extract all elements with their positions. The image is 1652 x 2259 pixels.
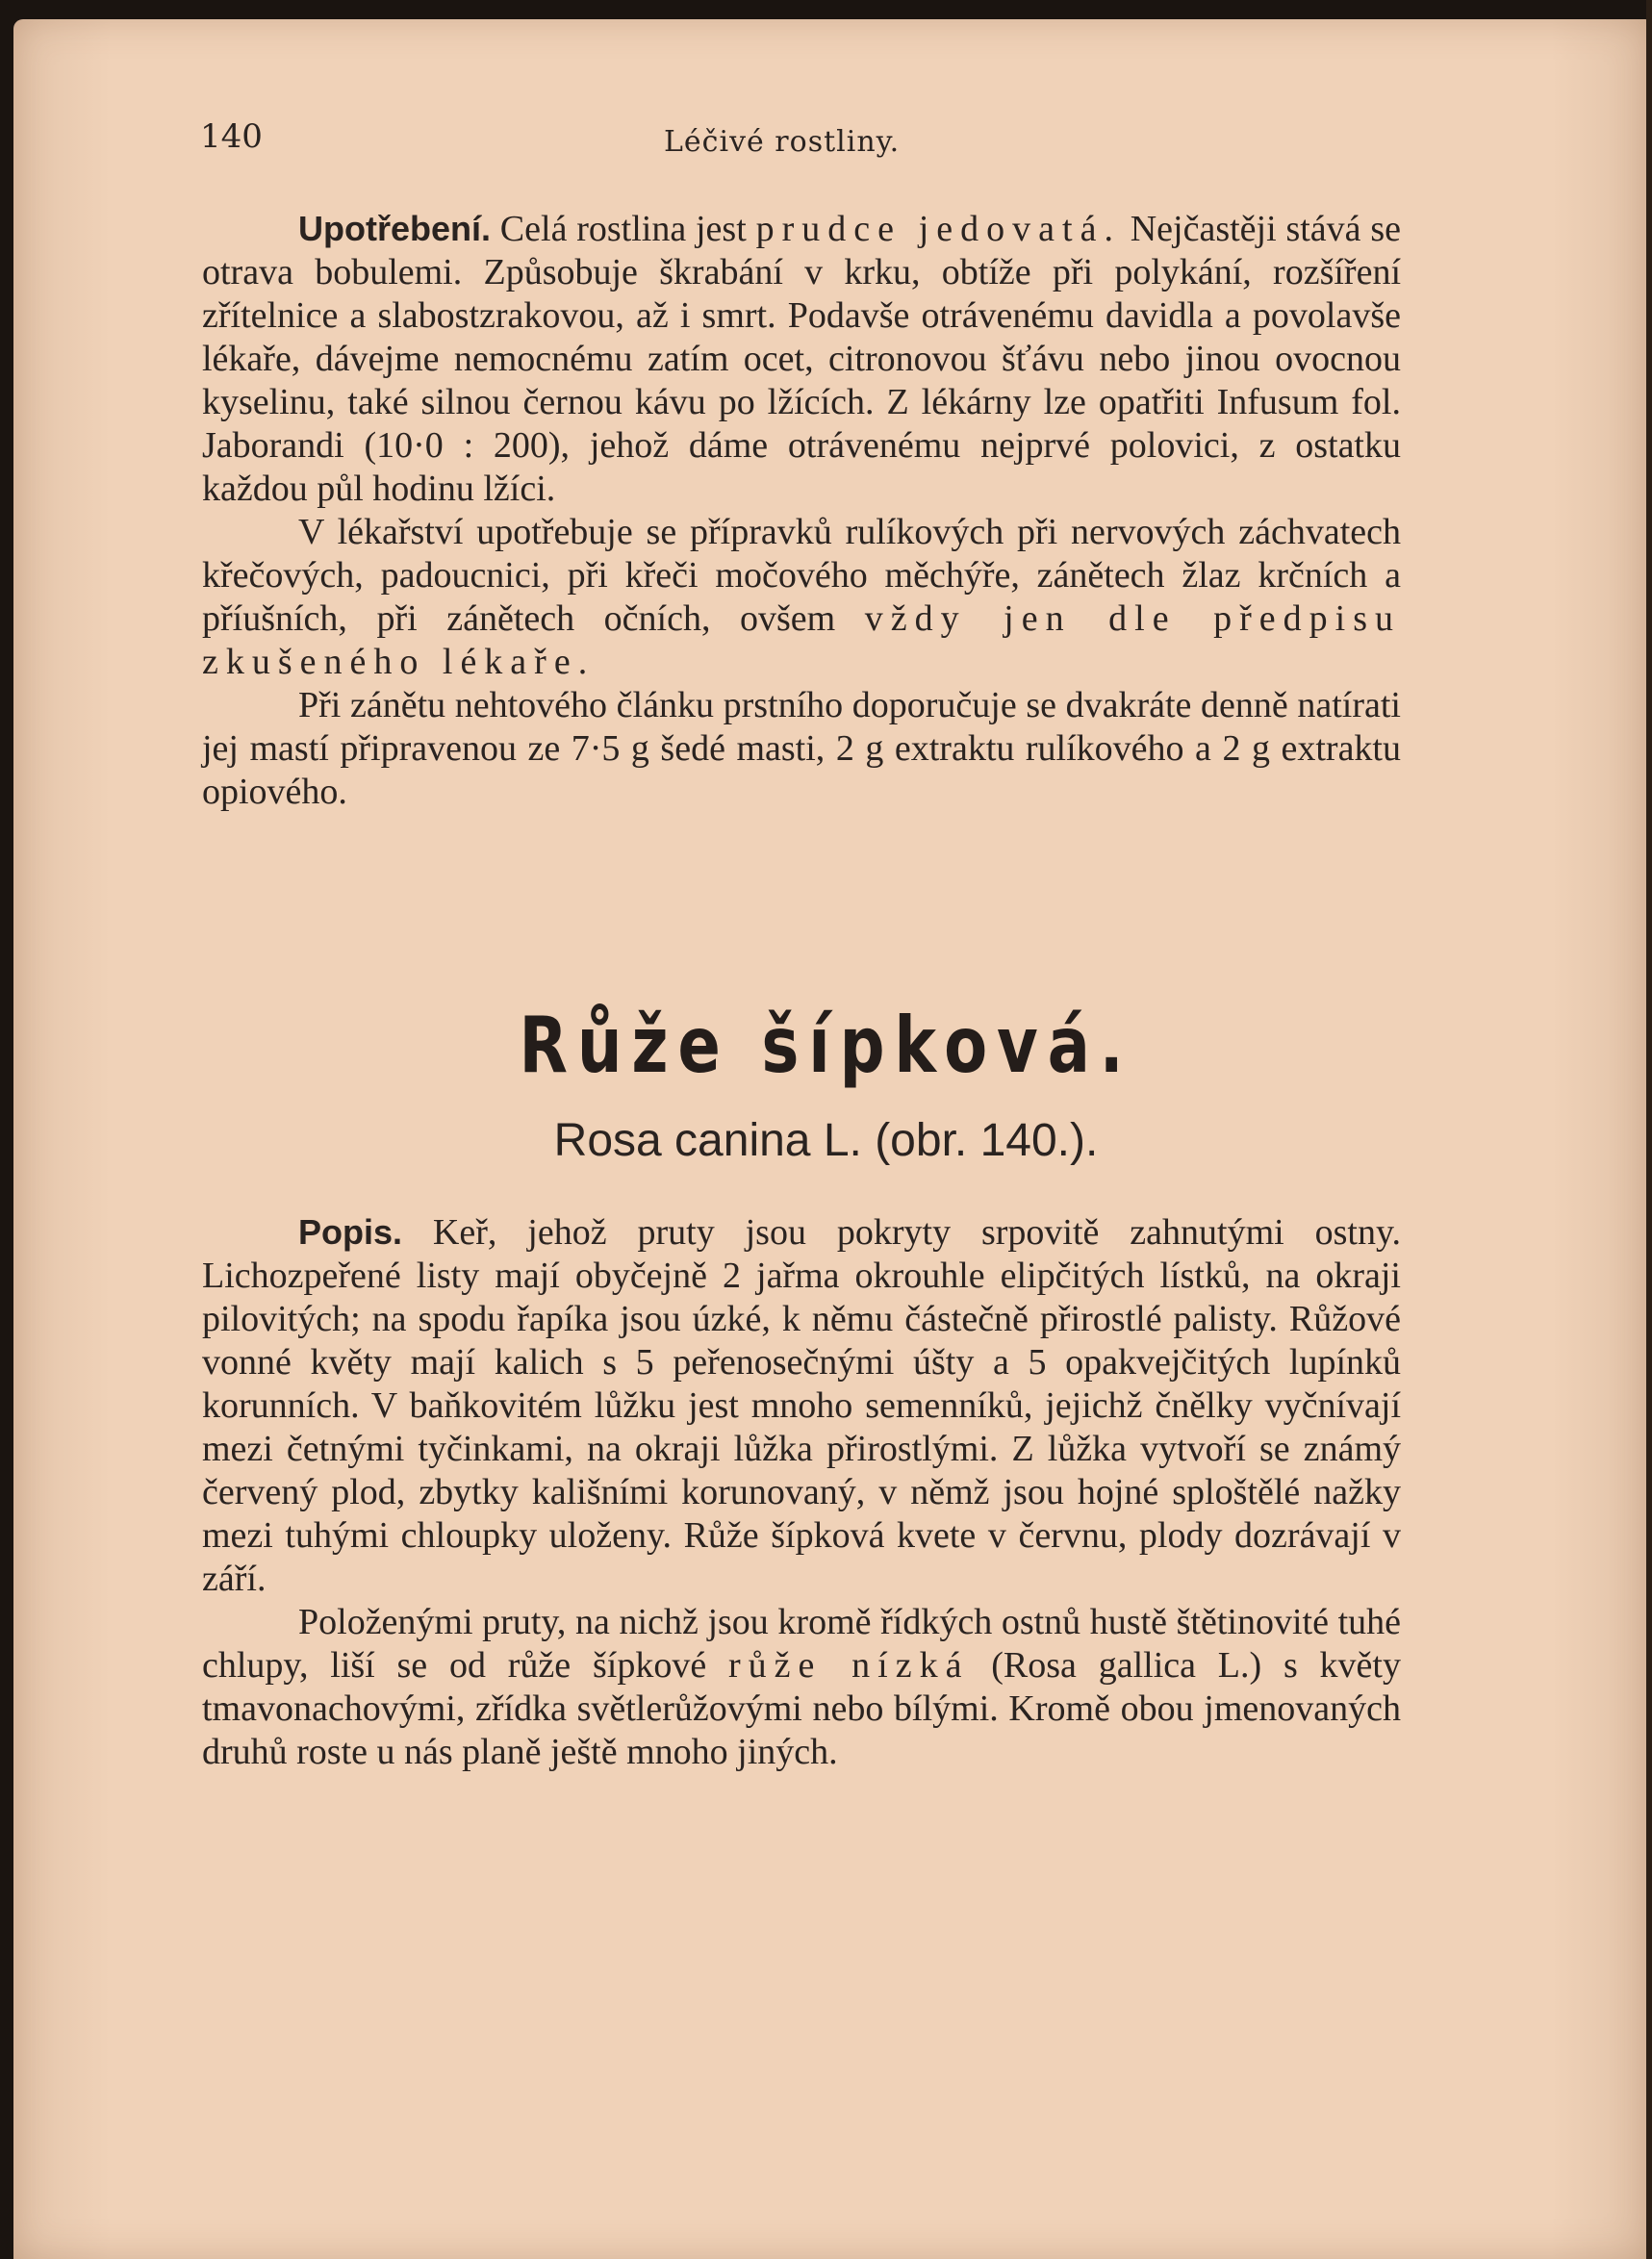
- description-paragraph-2: [202, 1601, 1401, 1774]
- usage-text-a: Celá rostlina jest: [491, 209, 756, 249]
- usage-text-b: Nejčastěji stává se otrava bobulemi. Způsobuje škrabání v krku, obtíže při polykání, rozšíření zřítelnice a slabostzrakovou, až i smrt. Podavše otrávenému davidla a povolavše lékaře, dávejme nemocnému zatím ocet, citronovou šťávu nebo jinou ovocnou kyselinu, také silnou černou kávu po lžících. Z lékárny lze opatřiti Infusum fol. Jaborandi (10·0 : 200), jehož dáme otrávenému nejprvé polovici, z ostatku každou půl hodinu lžíci.: [202, 209, 1401, 509]
- page-number: 140: [200, 117, 263, 156]
- description2-text-b: (Rosa gallica L.) s květy tmavonachovými, zřídka světlerůžovými nebo bílými. Kromě obou jmenovaných druhů roste u nás planě ještě mnoho jiných.: [202, 1645, 1401, 1772]
- article-subtitle: Rosa canina L. (obr. 140.).: [553, 1115, 1099, 1166]
- usage2-emphasis: vždy jen dle předpisu zkušeného lékaře.: [202, 598, 1401, 682]
- usage-paragraph-3: Při zánětu nehtového článku prstního doporučuje se dvakráte denně natírati jej mastí připravenou ze 7·5 g šedé masti, 2 g extraktu rulíkového a 2 g extraktu opiového.: [202, 685, 1401, 812]
- description-lead: Popis.: [298, 1212, 403, 1252]
- running-title: Léčivé rostliny.: [664, 125, 901, 159]
- description2-text-a: Položenými pruty, na nichž jsou kromě řídkých ostnů hustě štětinovité tuhé chlupy, liší se od růže šípkové: [202, 1602, 1401, 1686]
- usage-lead: Upotřebení.: [298, 209, 492, 248]
- description-paragraph-1: [202, 1210, 1401, 1601]
- description-section: [202, 1210, 1401, 1774]
- usage-paragraph-2: [202, 511, 1401, 684]
- description-text: Keř, jehož pruty jsou pokryty srpovitě zahnutými ostny. Lichozpeřené listy mají obyčejně 2 jařma okrouhle elipčitých lístků, na okraji pilovitých; na spodu řapíka jsou úzké, k němu částečně přirostlé palisty. Růžové vonné květy mají kalich s 5 peřenosečnými úšty a 5 opakvejčitých lupínků korunních. V baňkovitém lůžku jest mnoho semenníků, jejichž čnělky vyčnívají mezi četnými tyčinkami, na okraji lůžka přirostlými. Z lůžka vytvoří se známý červený plod, zbytky kališními korunovaný, v němž jsou hojné sploštělé nažky mezi tuhými chloupky uloženy. Růže šípková kvete v červnu, plody dozrávají v září.: [202, 1212, 1401, 1599]
- usage-section: [202, 207, 1401, 814]
- article-title: Růže šípková.: [519, 1001, 1133, 1090]
- usage-paragraph-1: [202, 207, 1401, 511]
- usage2-text-a: V lékařství upotřebuje se přípravků rulíkových při nervových záchvatech křečových, padoucnici, při křeči močového měchýře, zánětech žlaz krčních a příušních, při zánětech očních, ovšem: [202, 512, 1401, 639]
- usage-emphasis: prudce jedovatá.: [755, 209, 1121, 249]
- description2-emphasis: růže nízká: [727, 1645, 970, 1686]
